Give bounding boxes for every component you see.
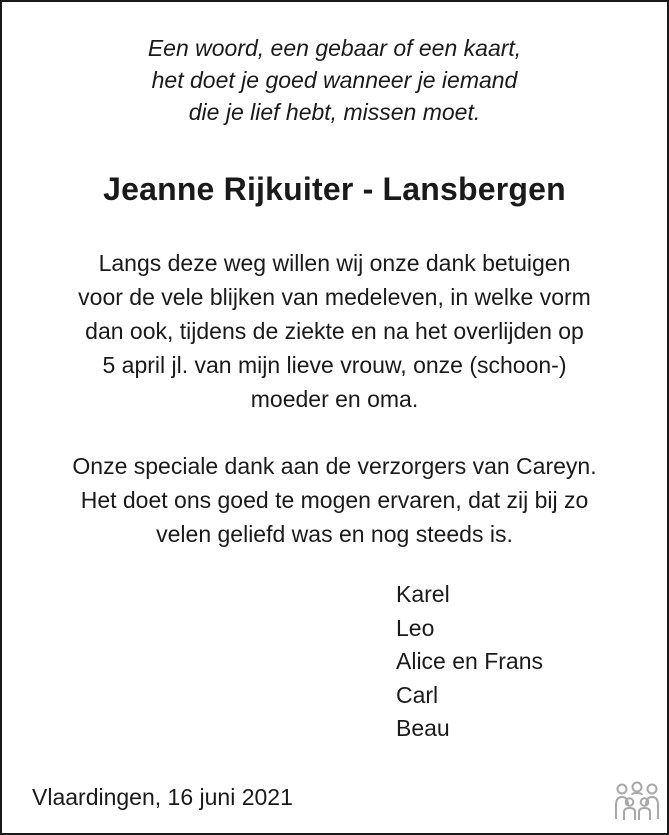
special-thanks-line: Onze speciale dank aan de verzorgers van Careyn. bbox=[72, 453, 597, 479]
signer-name: Leo bbox=[396, 614, 435, 641]
special-thanks-paragraph bbox=[2, 449, 667, 551]
signer-name: Carl bbox=[396, 681, 439, 708]
poem-line: het doet je goed wanneer je iemand bbox=[151, 67, 518, 93]
family-figures-icon bbox=[613, 781, 661, 823]
thanks-line: moeder en oma. bbox=[250, 386, 419, 412]
poem-line: die je lief hebt, missen moet. bbox=[188, 99, 481, 125]
deceased-name: Jeanne Rijkuiter - Lansbergen bbox=[103, 171, 566, 207]
special-thanks-line: velen geliefd was en nog steeds is. bbox=[156, 521, 513, 547]
poem bbox=[2, 32, 667, 128]
thanks-line: Langs deze weg willen wij onze dank betuigen bbox=[98, 250, 571, 276]
poem-line: Een woord, een gebaar of een kaart, bbox=[147, 35, 522, 61]
thanks-line: 5 april jl. van mijn lieve vrouw, onze (schoon-) bbox=[102, 352, 567, 378]
signer-name: Alice en Frans bbox=[396, 648, 544, 674]
signer-name: Beau bbox=[396, 715, 450, 741]
signers-list bbox=[396, 578, 543, 746]
signer-name: Karel bbox=[396, 581, 450, 607]
place-and-date: Vlaardingen, 16 juni 2021 bbox=[32, 784, 293, 810]
thanks-paragraph bbox=[2, 246, 667, 416]
thanks-line: voor de vele blijken van medeleven, in welke vorm bbox=[78, 284, 591, 310]
special-thanks-line: Het doet ons goed te mogen ervaren, dat zij bij zo bbox=[80, 487, 589, 513]
thanks-line: dan ook, tijdens de ziekte en na het overlijden op bbox=[85, 318, 584, 344]
